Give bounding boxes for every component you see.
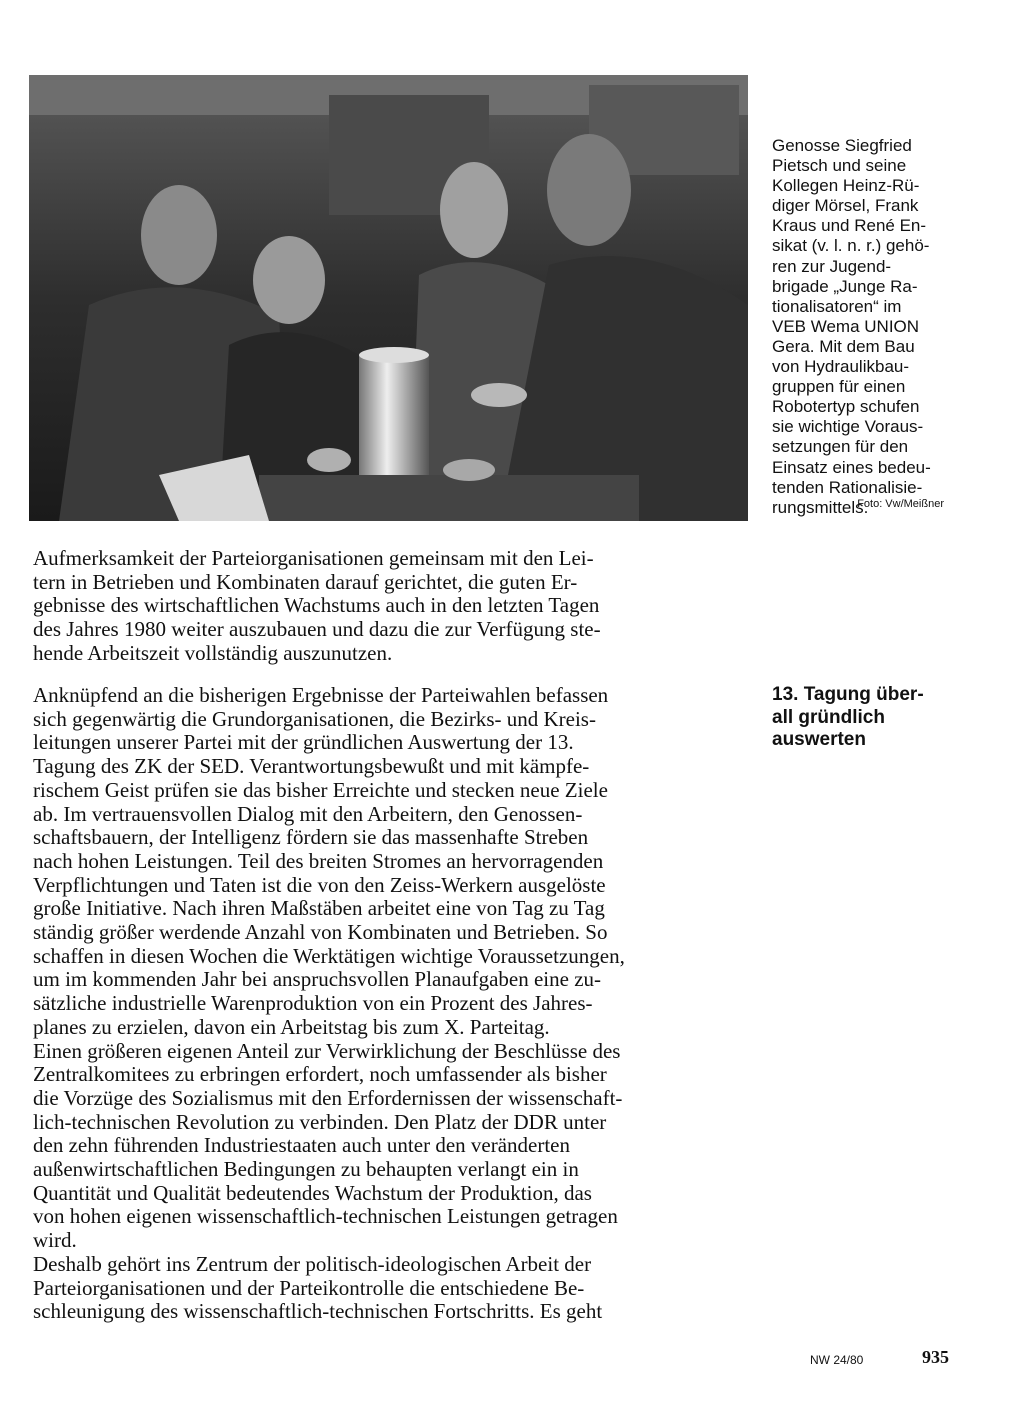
article-paragraph-1: Aufmerksamkeit der Parteiorganisationen gemeinsam mit den Lei- tern in Betrieben und Kombinaten darauf gerichtet, die guten Er- gebnisse des wirtschaftlichen Wachstums auch in den letzten Tagen des Jahres 1980 weiter auszubauen und dazu die zur Verfügung ste- hende Arbeitszeit vollständig auszunutzen. (33, 546, 601, 665)
page-number: 935 (922, 1347, 949, 1367)
photo-workers-icon (29, 75, 748, 521)
article-paragraph-2: Anknüpfend an die bisherigen Ergebnisse der Parteiwahlen befassen sich gegenwärtig die Grundorganisationen, die Bezirks- und Kreis- leitungen unserer Partei mit der gründlichen Auswertung der 13. Tagung des ZK der SED. Verantwortungsbewußt und mit kämpfe- rischem Geist prüfen sie das bisher Erreichte und stecken neue Ziele ab. Im vertrauensvollen Dialog mit den Arbeitern, den Genossen- schaftsbauern, der Intelligenz fördern sie das massenhafte Streben nach hohen Leistungen. Teil des breiten Stromes an hervorragenden Verpflichtungen und Taten ist die von den Zeiss-Werkern ausgelöste große Initiative. Nach ihren Maßstäben arbeitet eine von Tag zu Tag ständig größer werdende Anzahl von Kombinaten und Betrieben. So schaffen in diesen Wochen die Werktätigen wichtige Voraussetzungen, um im kommenden Jahr bei anspruchsvollen Planaufgaben eine zu- sätzliche industrielle Warenproduktion von ein Prozent des Jahres- planes zu erzielen, davon ein Arbeitstag bis zum X. Parteitag. Einen größeren eigenen Anteil zur Verwirklichung der Beschlüsse des Zentralkomitees zu erbringen erfordert, noch umfassender als bisher die Vorzüge des Sozialismus mit den Erfordernissen der wissenschaft- lich-technischen Revolution zu verbinden. Den Platz der DDR unter den zehn führenden Industriestaaten auch unter den veränderten außenwirtschaftlichen Bedingungen zu behaupten verlangt ein in Quantität und Qualität bedeutendes Wachstum der Produktion, das von hohen eigenen wissenschaftlich-technischen Leistungen getragen wird. Deshalb gehört ins Zentrum der politisch-ideologischen Arbeit der Parteiorganisationen und der Parteikontrolle die entschiedene Be- schleunigung des wissenschaftlich-technischen Fortschritts. Es geht (33, 683, 625, 1324)
article-photo (29, 75, 748, 521)
issue-label: NW 24/80 (810, 1353, 864, 1367)
photo-credit: Foto: Vw/Meißner (857, 498, 944, 510)
side-heading: 13. Tagung über- all gründlich auswerten (772, 684, 924, 750)
photo-caption: Genosse Siegfried Pietsch und seine Kollegen Heinz-Rü- diger Mörsel, Frank Kraus und René En- sikat (v. l. n. r.) gehö- ren zur Jugend- brigade „Junge Ra- tionalisatoren“ im VEB Wema UNION Gera. Mit dem Bau von Hydraulikbau- gruppen für einen Robotertyp schufen sie wichtige Voraus- setzungen für den Einsatz eines bedeu- tenden Rationalisie- rungsmittels. (772, 136, 931, 517)
